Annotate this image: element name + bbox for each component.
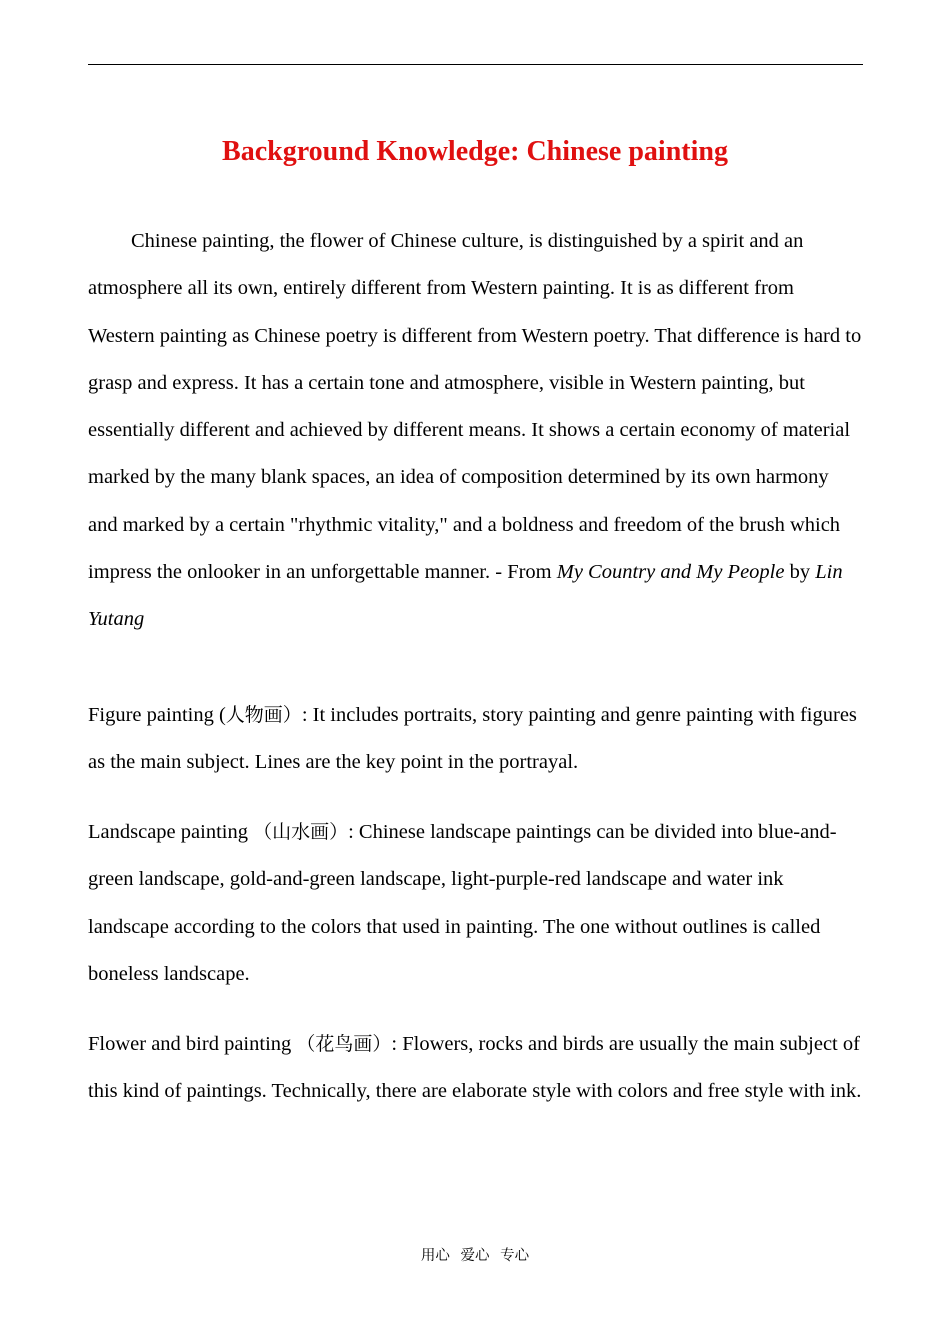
footer-word-3: 专心 [500, 1248, 530, 1264]
figure-painting-text: : It includes portraits, story painting and genre painting with figures as the main subject. Lines are the key point in the portrayal. [88, 704, 857, 774]
figure-painting-chinese: 人物画） [225, 704, 302, 726]
footer-word-1: 用心 [420, 1248, 450, 1264]
landscape-painting-term: Landscape painting [88, 821, 254, 843]
landscape-painting-text: : Chinese landscape paintings can be divided into blue-and-green landscape, gold-and-green landscape, light-purple-red landscape and water ink landscape according to the colors that used in painting. The one without outlines is called boneless landscape. [88, 821, 837, 985]
page-title: Background Knowledge: Chinese painting [222, 136, 728, 167]
page-footer [0, 1246, 950, 1266]
landscape-painting-paragraph [88, 809, 863, 998]
author-name: Lin Yutang [88, 561, 843, 631]
footer-word-2: 爱心 [460, 1248, 490, 1264]
flower-bird-painting-paragraph [88, 1021, 863, 1116]
figure-painting-term: Figure painting ( [88, 704, 226, 726]
source-prefix: - From [490, 561, 557, 584]
source-by: by [784, 561, 816, 584]
intro-text: Chinese painting, the flower of Chinese culture, is distinguished by a spirit and an atmosphere all its own, entirely different from Western painting. It is as different from Western painting as Chinese poetry is different from Western poetry. That difference is hard to grasp and express. It has a certain tone and atmosphere, visible in Western painting, but essentially different and achieved by different means. It shows a certain economy of material marked by the many blank spaces, an idea of composition determined by its own harmony and marked by a certain "rhythmic vitality," and a boldness and freedom of the brush which impress the onlooker in an unforgettable manner. [88, 230, 862, 584]
figure-painting-paragraph [88, 692, 863, 787]
flower-bird-painting-text: : Flowers, rocks and birds are usually the main subject of this kind of paintings. Technically, there are elaborate style with colors and free style with ink. [88, 1033, 862, 1103]
header-rule [88, 64, 863, 65]
intro-paragraph [88, 218, 863, 644]
flower-bird-painting-term: Flower and bird painting [88, 1033, 297, 1055]
book-title: My Country and My People [556, 561, 785, 584]
landscape-painting-chinese: （山水画） [253, 821, 349, 843]
flower-bird-painting-chinese: （花鸟画） [296, 1033, 392, 1055]
